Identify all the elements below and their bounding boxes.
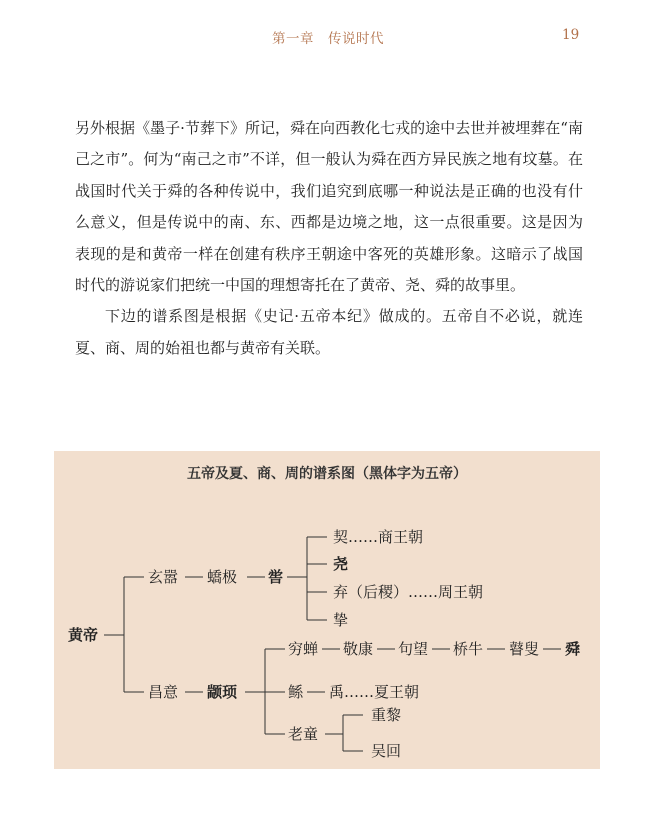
node-jumang: 句望 xyxy=(398,640,429,658)
node-changyi: 昌意 xyxy=(148,683,179,701)
body-text xyxy=(75,113,583,364)
paragraph-1: 另外根据《墨子·节葬下》所记，舜在向西教化七戎的途中去世并被埋葬在“南己之市”。何为“南己之市”不详，但一般认为舜在西方异民族之地有坟墓。在战国时代关于舜的各种传说中，我们追究到底哪一种说法是正确的也没有什么意义，但是传说中的南、东、西都是边境之地，这一点很重要。这是因为表现的是和黄帝一样在创建有秩序王朝途中客死的英雄形象。这暗示了战国时代的游说家们把统一中国的理想寄托在了黄帝、尧、舜的故事里。 xyxy=(75,119,583,295)
genealogy-figure xyxy=(54,451,600,769)
node-qiaoniu: 桥牛 xyxy=(453,640,484,658)
node-gun: 鲧 xyxy=(288,683,304,701)
chapter-title: 第一章 传说时代 xyxy=(272,31,384,47)
figure-title: 五帝及夏、商、周的谱系图（黑体字为五帝） xyxy=(187,466,467,482)
node-zhuanxu: 颛顼 xyxy=(207,683,238,701)
node-huangdi: 黄帝 xyxy=(68,626,99,644)
node-laotong: 老童 xyxy=(288,725,319,743)
node-xuanxiao: 玄嚣 xyxy=(148,568,179,586)
node-xie-shang: 契……商王朝 xyxy=(333,528,424,546)
node-zhi: 挚 xyxy=(333,611,349,629)
node-ku: 喾 xyxy=(268,568,284,586)
node-gusou: 瞽叟 xyxy=(509,640,540,658)
node-qi-zhou: 弃（后稷）……周王朝 xyxy=(333,583,484,601)
node-qiongchan: 穷蝉 xyxy=(288,640,319,658)
node-shun: 舜 xyxy=(565,640,581,658)
running-header xyxy=(0,27,648,51)
node-chongli: 重黎 xyxy=(371,706,402,724)
node-yao: 尧 xyxy=(333,555,349,573)
node-yu-xia: 禹……夏王朝 xyxy=(329,683,420,701)
page-number: 19 xyxy=(562,27,580,43)
node-jiaoji: 蟜极 xyxy=(207,568,238,586)
node-jingkang: 敬康 xyxy=(343,640,374,658)
paragraph-2: 下边的谱系图是根据《史记·五帝本纪》做成的。五帝自不必说，就连夏、商、周的始祖也都与黄帝有关联。 xyxy=(75,307,583,357)
genealogy-tree-lines xyxy=(54,451,600,769)
node-wuhui: 吴回 xyxy=(371,742,402,760)
